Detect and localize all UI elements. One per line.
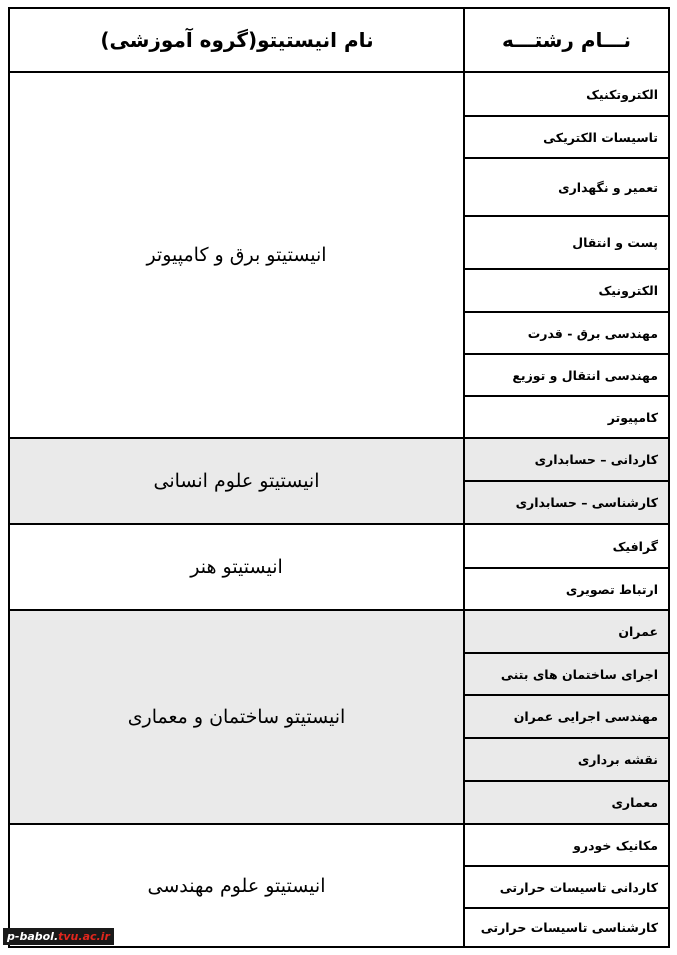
field-row: کاردانی – حسابداری xyxy=(465,439,668,482)
institute-humanities: انیستیتو علوم انسانی xyxy=(10,439,463,525)
field-row: ارتباط تصویری xyxy=(465,569,668,611)
field-row: مهندسی برق - قدرت xyxy=(465,313,668,355)
field-row: تاسیسات الکتریکی xyxy=(465,117,668,159)
table-header xyxy=(10,9,668,73)
field-row: الکترونیک xyxy=(465,270,668,313)
field-row: تعمیر و نگهداری xyxy=(465,159,668,217)
site-watermark xyxy=(3,928,114,945)
field-row: کامپیوتر xyxy=(465,397,668,439)
watermark-domain: tvu.ac.ir xyxy=(58,930,110,943)
field-row: پست و انتقال xyxy=(465,217,668,270)
field-row: مهندسی اجرایی عمران xyxy=(465,696,668,739)
field-row: کاردانی تاسیسات حرارتی xyxy=(465,867,668,909)
field-row: مهندسی انتقال و توزیع xyxy=(465,355,668,397)
field-row: نقشه برداری xyxy=(465,739,668,782)
field-row: گرافیک xyxy=(465,525,668,569)
institutes-table xyxy=(8,7,670,948)
institute-engineering-sciences: انیستیتو علوم مهندسی xyxy=(147,874,326,897)
field-row: معماری xyxy=(465,782,668,825)
field-row: کارشناسی – حسابداری xyxy=(465,482,668,525)
column-divider xyxy=(463,9,465,946)
institute-construction-architecture: انیستیتو ساختمان و معماری xyxy=(10,611,463,825)
field-row: کارشناسی تاسیسات حرارتی xyxy=(480,920,658,935)
field-column-header: نـــام رشتـــه xyxy=(501,28,632,52)
institute-electrical-computer: انیستیتو برق و کامپیوتر xyxy=(10,73,463,439)
watermark-prefix: p-babol. xyxy=(7,930,59,943)
field-row: مکانیک خودرو xyxy=(465,825,668,867)
field-row: عمران xyxy=(465,611,668,654)
institute-column-header: نام انیستیتو(گروه آموزشی) xyxy=(100,28,374,52)
institute-art: انیستیتو هنر xyxy=(10,525,463,611)
field-row: الکتروتکنیک xyxy=(465,73,668,117)
field-row: اجرای ساختمان های بتنی xyxy=(465,654,668,696)
